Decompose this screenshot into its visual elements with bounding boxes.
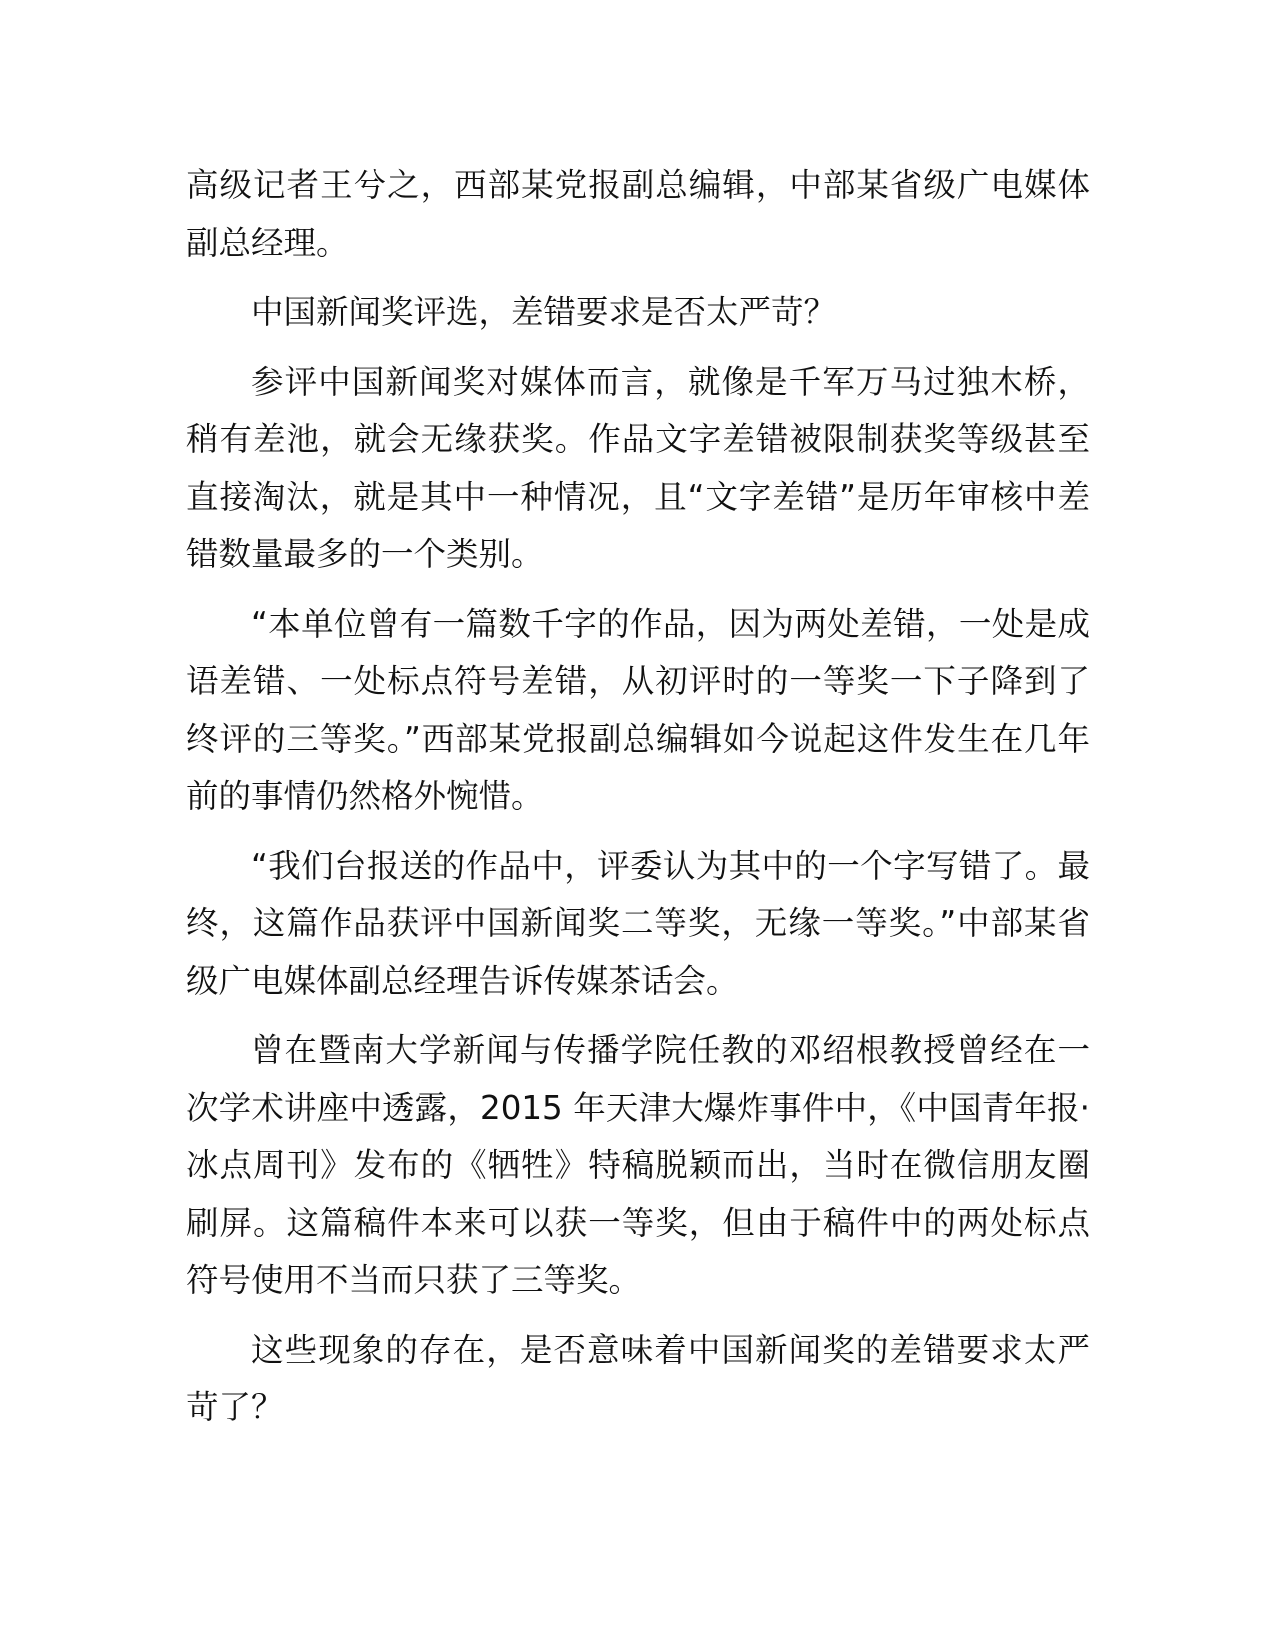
paragraph: 曾在暨南大学新闻与传播学院任教的邓绍根教授曾经在一次学术讲座中透露，2015 年天津大爆炸事件中，《中国青年报·冰点周刊》发布的《牺牲》特稿脱颖而出，当时在微信朋友圈刷屏。这篇稿件本来可以获一等奖，但由于稿件中的两处标点符号使用不当而只获了三等奖。 xyxy=(186,1031,1090,1299)
paragraph: 参评中国新闻奖对媒体而言，就像是千军万马过独木桥，稍有差池，就会无缘获奖。作品文字差错被限制获奖等级甚至直接淘汰，就是其中一种情况，且“文字差错”是历年审核中差错数量最多的一个类别。 xyxy=(186,362,1090,573)
paragraph: “我们台报送的作品中，评委认为其中的一个字写错了。最终，这篇作品获评中国新闻奖二等奖，无缘一等奖。”中部某省级广电媒体副总经理告诉传媒茶话会。 xyxy=(186,846,1090,1000)
paragraph: 高级记者王兮之，西部某党报副总编辑，中部某省级广电媒体副总经理。 xyxy=(186,166,1090,262)
question-heading: 中国新闻奖评选，差错要求是否太严苛？ xyxy=(251,293,837,331)
paragraph: 这些现象的存在，是否意味着中国新闻奖的差错要求太严苛了？ xyxy=(186,1330,1090,1426)
article-body xyxy=(186,157,1090,1449)
paragraph: “本单位曾有一篇数千字的作品，因为两处差错，一处是成语差错、一处标点符号差错，从初评时的一等奖一下子降到了终评的三等奖。”西部某党报副总编辑如今说起这件发生在几年前的事情仍然格外惋惜。 xyxy=(186,604,1090,815)
